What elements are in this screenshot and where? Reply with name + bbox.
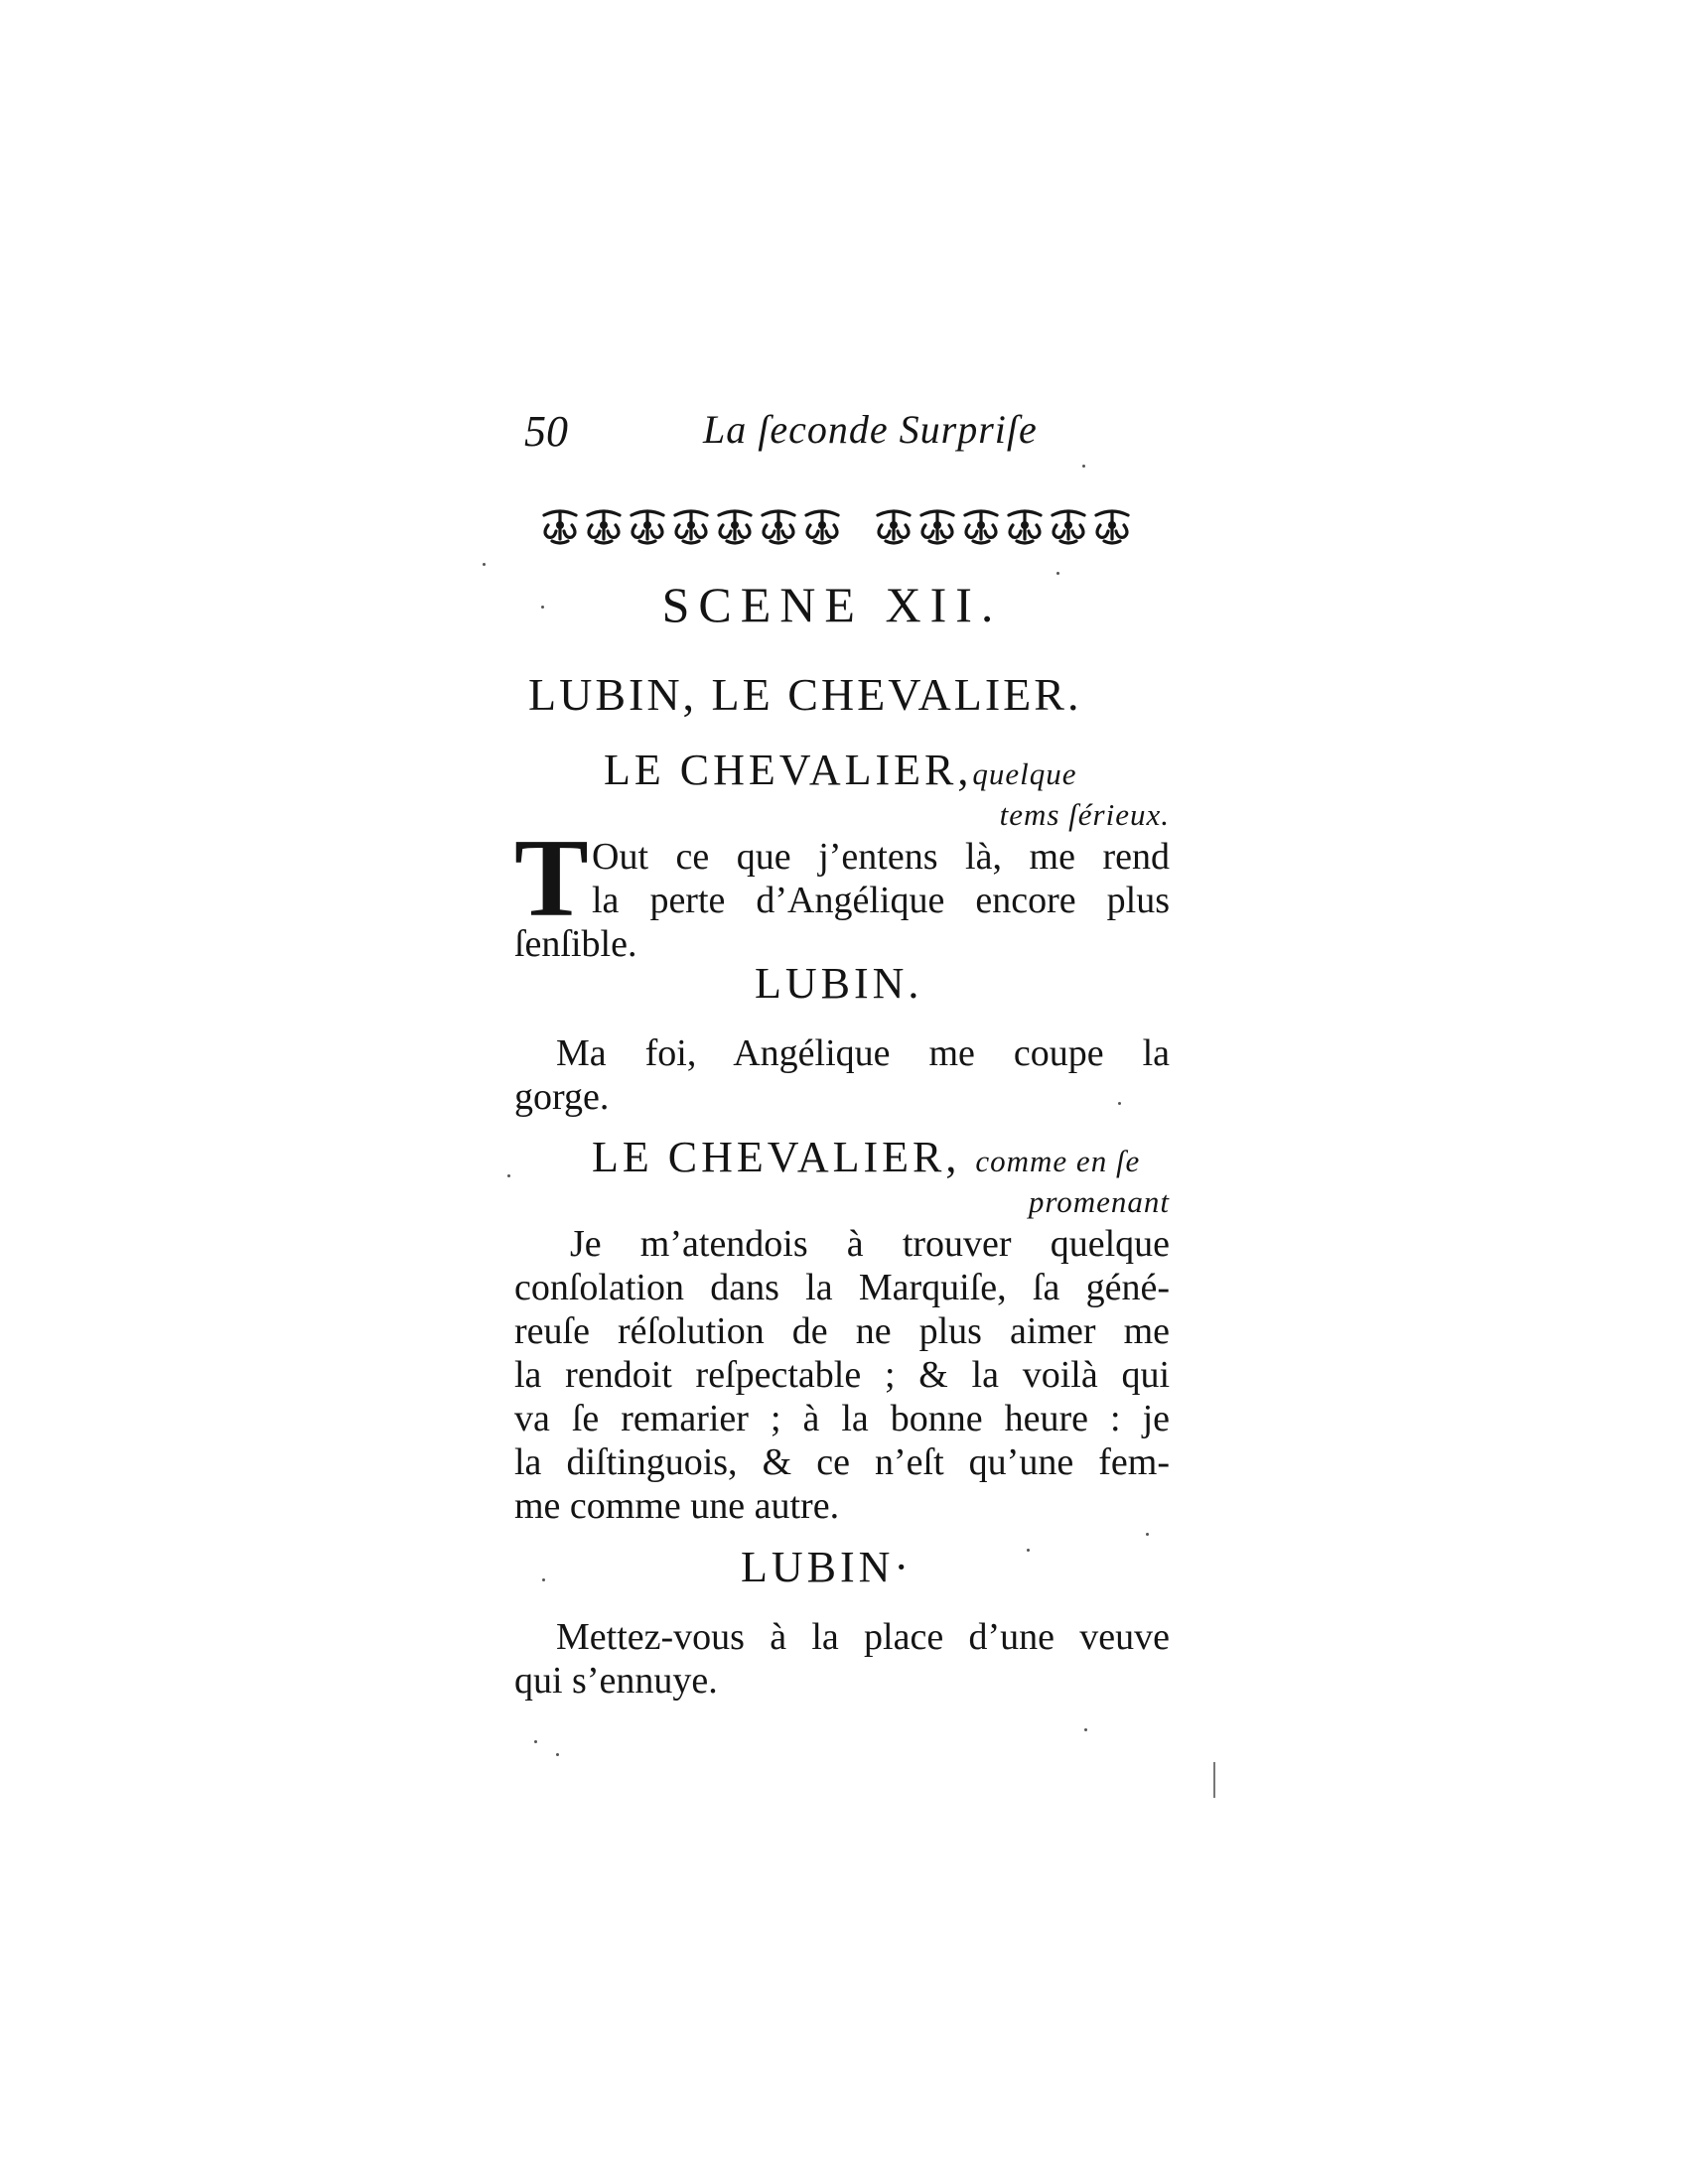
speaker-name: LE CHEVALIER, — [604, 746, 973, 794]
speaker-name: LUBIN· — [741, 1543, 914, 1591]
scan-speck — [556, 1753, 559, 1756]
book-page — [514, 402, 1170, 1792]
speech-text — [514, 1222, 1170, 1528]
speech-line: reuſe réſolution de ne plus aimer me — [514, 1310, 1170, 1352]
speech-line: Ma foi, Angélique me coupe la — [556, 1032, 1170, 1074]
fleuron-icon — [713, 503, 757, 547]
stage-direction: comme en ſe — [975, 1144, 1141, 1178]
running-head — [514, 402, 1170, 462]
speech-line: la diſtinguois, & ce n’eſt qu’une fem- — [514, 1441, 1170, 1483]
speech-line: la rendoit reſpectable ; & la voilà qui — [514, 1354, 1170, 1396]
speech-line: la perte d’Angélique encore plus — [592, 880, 1170, 921]
speech-line: Out ce que j’entens là, me rend — [592, 836, 1170, 878]
stage-direction-continued: tems ſérieux. — [999, 797, 1170, 832]
scan-speck — [542, 1578, 545, 1581]
fleuron-icon — [1090, 503, 1134, 547]
scan-speck — [1082, 465, 1085, 468]
fleuron-icon — [582, 503, 626, 547]
fleuron-icon — [538, 503, 582, 547]
page-number: 50 — [524, 407, 568, 456]
speech-block — [514, 817, 1170, 970]
speech-line: Je m’atendois à trouver quelque — [570, 1223, 1170, 1265]
scan-speck — [507, 1174, 510, 1177]
fleuron-icon — [669, 503, 713, 547]
scan-speck — [534, 1740, 537, 1743]
speech-line: Mettez-vous à la place d’une veuve — [556, 1616, 1170, 1658]
speech-text — [592, 835, 1170, 922]
fleuron-icon — [915, 503, 959, 547]
speech-line: qui s’ennuye. — [514, 1660, 718, 1702]
running-title: La ſeconde Surpriſe — [703, 407, 1038, 452]
scan-speck — [1056, 572, 1059, 575]
speaker-heading — [592, 1132, 1140, 1182]
fleuron-icon — [800, 503, 844, 547]
fleuron-icon — [626, 503, 669, 547]
speaker-name: LE CHEVALIER, — [592, 1133, 961, 1181]
fleuron-icon — [757, 503, 800, 547]
fleuron-icon — [1003, 503, 1047, 547]
speaker-heading — [604, 745, 1077, 795]
drop-cap-initial: T — [514, 817, 589, 940]
scan-speck — [1146, 1533, 1149, 1536]
ornament-band — [538, 501, 1174, 549]
fleuron-icon — [1047, 503, 1090, 547]
scan-speck — [483, 563, 486, 566]
scan-speck — [1118, 1102, 1121, 1105]
stage-direction-continued: promenant — [1028, 1184, 1170, 1219]
speech-line: va ſe remarier ; à la bonne heure : je — [514, 1398, 1170, 1439]
speech-line: me comme une autre. — [514, 1485, 840, 1527]
stage-direction: quelque — [972, 756, 1077, 791]
fleuron-icon — [872, 503, 915, 547]
ornament-group-left — [538, 503, 844, 547]
fleuron-icon — [959, 503, 1003, 547]
speech-text — [514, 1615, 1170, 1703]
speech-line: gorge. — [514, 1076, 610, 1118]
speaker-name: LUBIN. — [755, 959, 923, 1008]
speech-line: ſenſible. — [514, 923, 637, 965]
cast-list: LUBIN, LE CHEVALIER. — [528, 669, 1082, 720]
speech-line: conſolation dans la Marquiſe, ſa géné- — [514, 1267, 1170, 1308]
scan-speck — [1084, 1728, 1087, 1731]
scene-heading: SCENE XII. — [661, 577, 1003, 632]
speech-text — [514, 1031, 1170, 1119]
scan-speck — [541, 606, 544, 609]
scan-speck — [1027, 1549, 1030, 1552]
ornament-group-right — [872, 503, 1134, 547]
scan-edge-mark — [1213, 1762, 1215, 1798]
